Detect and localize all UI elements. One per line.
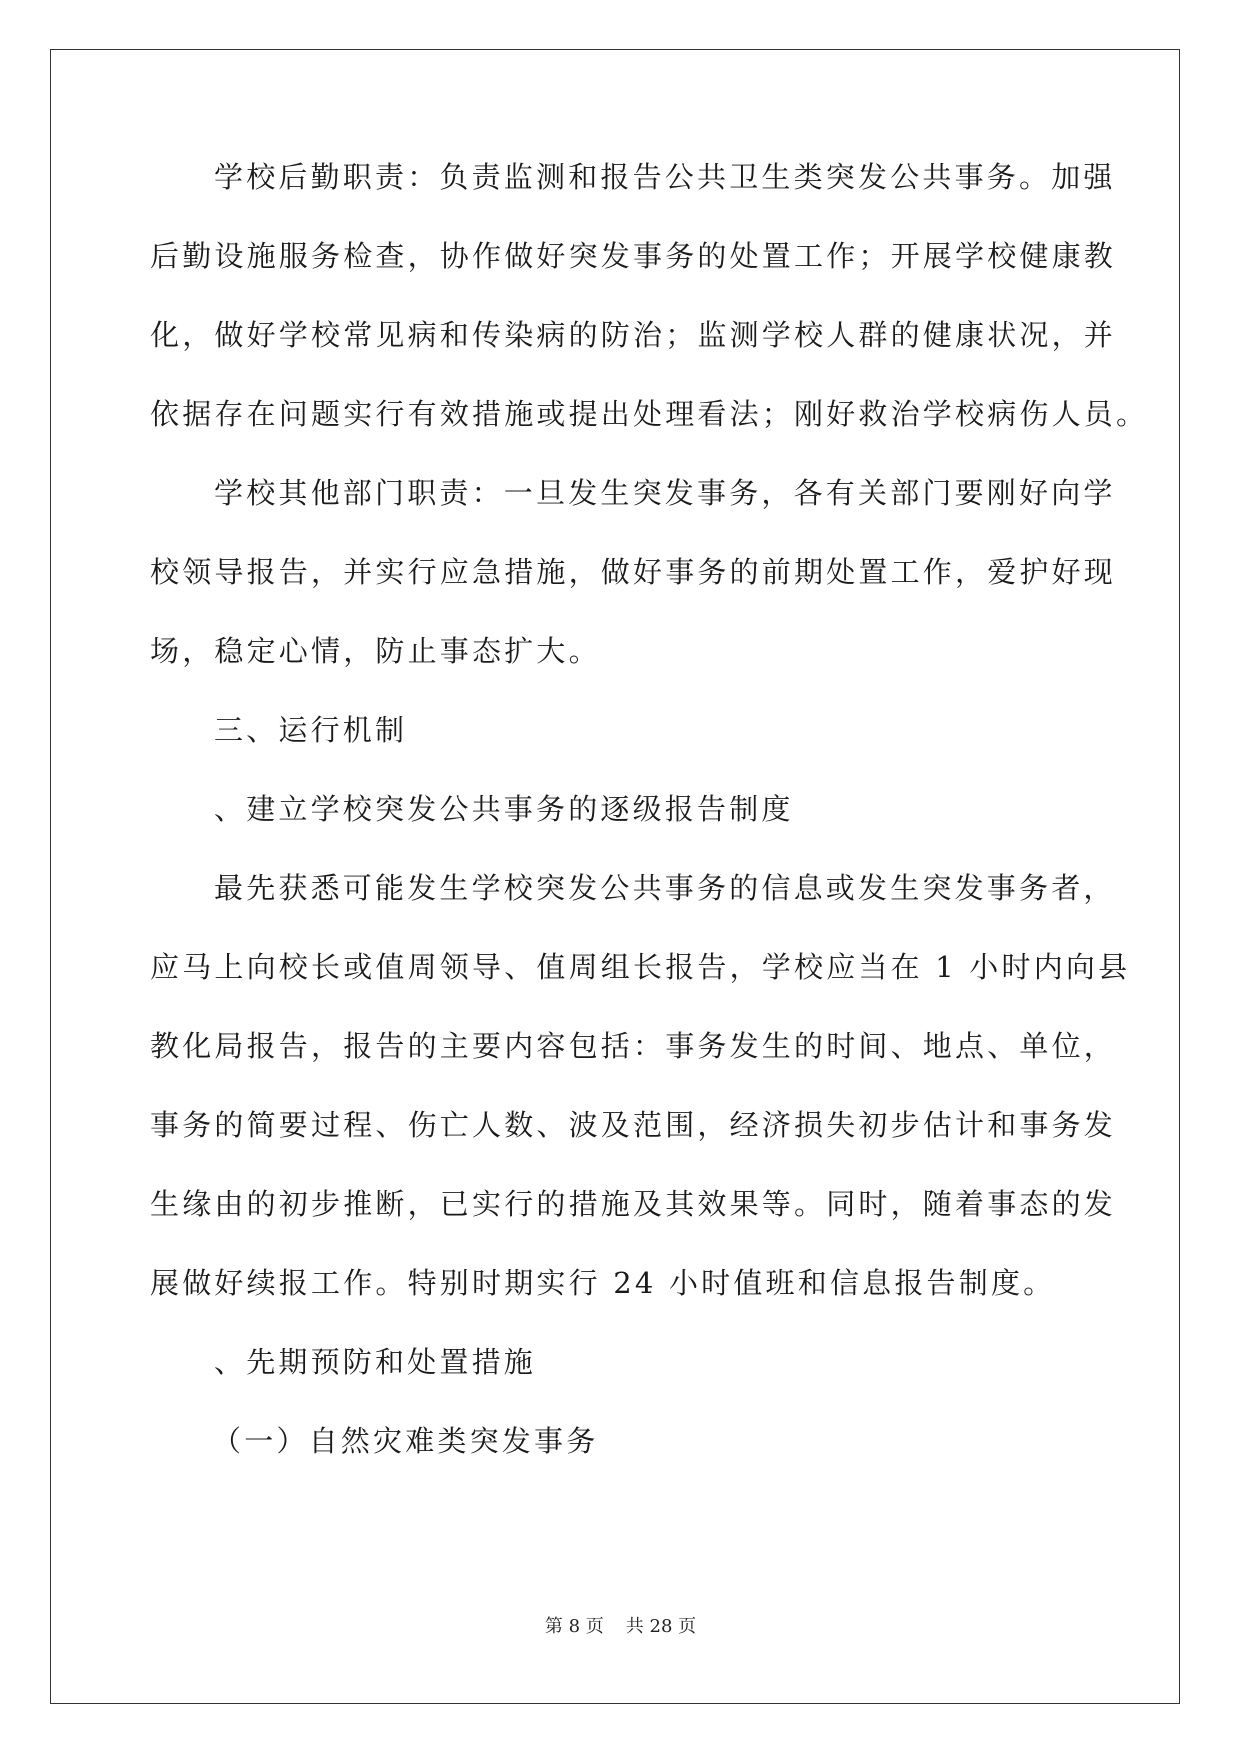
paragraph-line: 场，稳定心情，防止事态扩大。 xyxy=(150,634,601,668)
subsection-heading: （一）自然灾难类突发事务 xyxy=(212,1424,599,1458)
paragraph-line: 学校后勤职责：负责监测和报告公共卫生类突发公共事务。加强 xyxy=(214,160,1116,194)
paragraph-line: 展做好续报工作。特别时期实行 24 小时值班和信息报告制度。 xyxy=(150,1266,1056,1300)
paragraph-line: 最先获悉可能发生学校突发公共事务的信息或发生突发事务者， xyxy=(214,871,1116,905)
paragraph-line: 教化局报告，报告的主要内容包括：事务发生的时间、地点、单位， xyxy=(150,1029,1117,1063)
subsection-heading: 、建立学校突发公共事务的逐级报告制度 xyxy=(214,792,794,826)
paragraph-line: 后勤设施服务检查，协作做好突发事务的处置工作；开展学校健康教 xyxy=(150,239,1117,273)
page-total: 共 28 页 xyxy=(625,1616,697,1637)
paragraph-line: 校领导报告，并实行应急措施，做好事务的前期处置工作，爱护好现 xyxy=(150,555,1117,589)
subsection-heading: 、先期预防和处置措施 xyxy=(214,1345,537,1379)
paragraph-line: 生缘由的初步推断，已实行的措施及其效果等。同时，随着事态的发 xyxy=(150,1187,1117,1221)
paragraph-line: 学校其他部门职责：一旦发生突发事务，各有关部门要刚好向学 xyxy=(214,476,1116,510)
page-number: 第 8 页 xyxy=(544,1616,604,1637)
page-footer xyxy=(0,1612,1241,1638)
section-heading: 三、运行机制 xyxy=(214,713,408,747)
paragraph-line: 事务的简要过程、伤亡人数、波及范围，经济损失初步估计和事务发 xyxy=(150,1108,1117,1142)
paragraph-line: 依据存在问题实行有效措施或提出处理看法；刚好救治学校病伤人员。 xyxy=(150,397,1149,431)
paragraph-line: 化，做好学校常见病和传染病的防治；监测学校人群的健康状况，并 xyxy=(150,318,1117,352)
paragraph-line: 应马上向校长或值周领导、值周组长报告，学校应当在 1 小时内向县 xyxy=(150,950,1131,984)
